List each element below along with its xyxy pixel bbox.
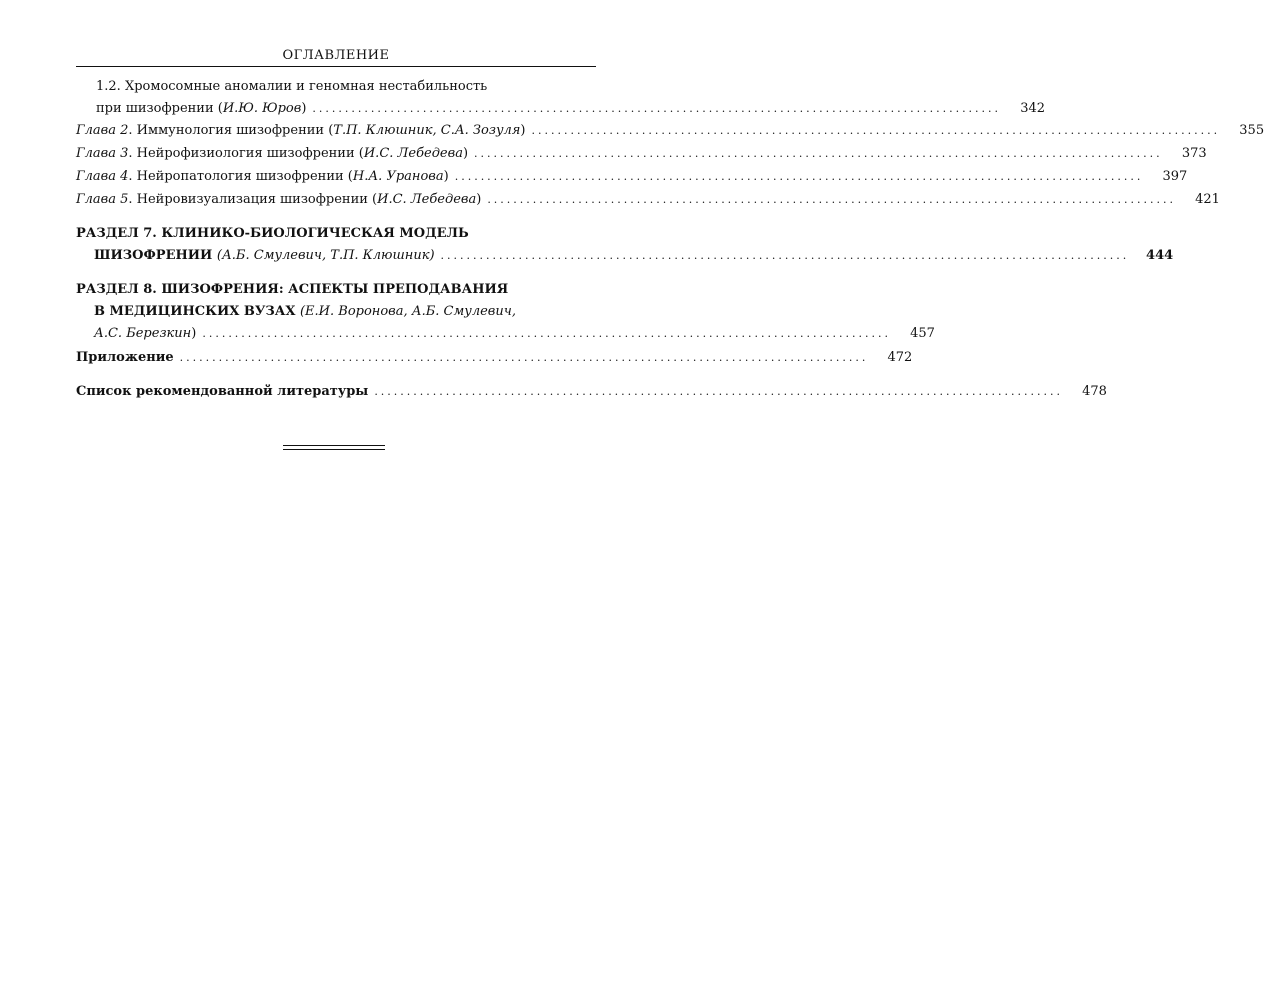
toc-section-7[interactable] [76, 223, 1174, 267]
toc-chapter-prefix: Глава 5 [76, 192, 129, 207]
toc-page-number: 444 [1146, 248, 1174, 263]
toc-entry-title: Приложение [76, 350, 174, 365]
toc-entry-author: Н.А. Уранова [352, 169, 444, 184]
toc-entry-chapter-3[interactable] [76, 143, 1207, 165]
toc-entry-title: . Нейропатология шизофрении ( [128, 169, 353, 184]
header-rule [76, 66, 596, 67]
toc-page-number: 478 [1082, 384, 1107, 399]
end-double-rule [283, 445, 385, 450]
dot-leader: .......................................................................................................... [531, 124, 1221, 137]
dot-leader: .......................................................................................................... [454, 170, 1144, 183]
toc-entry-appendix[interactable] [76, 347, 913, 369]
dot-leader: .......................................................................................................... [202, 327, 891, 340]
toc-entry-title-cont: при шизофрении ( [96, 101, 223, 116]
dot-leader: .......................................................................................................... [374, 385, 1063, 398]
toc-page-number: 342 [1020, 101, 1046, 116]
toc-page-number: 472 [887, 350, 913, 365]
toc-section-8[interactable] [76, 279, 935, 345]
dot-leader: .......................................................................................................... [487, 193, 1176, 206]
toc-entry-close: ) [476, 192, 482, 207]
toc-page-number: 355 [1239, 123, 1264, 138]
toc-entry-author: И.С. Лебедева [377, 192, 477, 207]
toc-entry-1-2[interactable] [76, 76, 1046, 120]
toc-chapter-prefix: Глава 3 [76, 146, 129, 161]
toc-entry-close: ) [462, 146, 469, 161]
toc-entry-close: ) [191, 326, 197, 341]
toc-page-number: 397 [1162, 169, 1188, 184]
toc-entry-chapter-2[interactable] [76, 120, 1264, 142]
toc-entry-author: Т.П. Клюшник, С.А. Зозуля [333, 123, 521, 138]
dot-leader: .......................................................................................................... [179, 351, 869, 364]
page-header-title: ОГЛАВЛЕНИЕ [282, 48, 390, 63]
toc-entry-author-cont: А.С. Березкин [94, 326, 192, 341]
toc-entry-close: ) [301, 101, 307, 116]
toc-entry-title: 1.2. Хромосомные аномалии и геномная нестабильность [96, 79, 488, 94]
toc-entry-references[interactable] [76, 381, 1107, 403]
toc-section-title: РАЗДЕЛ 8. ШИЗОФРЕНИЯ: АСПЕКТЫ ПРЕПОДАВАНИЯ [76, 282, 509, 297]
toc-entry-chapter-5[interactable] [76, 189, 1220, 211]
dot-leader: .......................................................................................................... [474, 147, 1163, 160]
toc-page-number: 457 [910, 326, 935, 341]
toc-entry-title: . Иммунология шизофрении ( [128, 123, 334, 138]
dot-leader: .......................................................................................................... [312, 102, 1002, 115]
toc-entry-title: . Нейрофизиология шизофрении ( [128, 146, 364, 161]
toc-section-title-cont: ШИЗОФРЕНИИ [94, 248, 213, 263]
toc-entry-author: (А.Б. Смулевич, Т.П. Клюшник) [216, 248, 435, 263]
toc-section-title-cont: В МЕДИЦИНСКИХ ВУЗАХ [94, 304, 296, 319]
toc-entry-close: ) [520, 123, 526, 138]
toc-entry-author: (Е.И. Воронова, А.Б. Смулевич, [299, 304, 516, 319]
dot-leader: .......................................................................................................... [440, 249, 1130, 262]
toc-chapter-prefix: Глава 2 [76, 123, 129, 138]
toc-entry-title: Список рекомендованной литературы [76, 384, 369, 399]
toc-page-number: 373 [1181, 146, 1207, 161]
toc-entry-title: . Нейровизуализация шизофрении ( [128, 192, 378, 207]
toc-page-number: 421 [1195, 192, 1220, 207]
toc-entry-author: И.С. Лебедева [363, 146, 463, 161]
toc-entry-author: И.Ю. Юров [222, 101, 302, 116]
toc-section-title: РАЗДЕЛ 7. КЛИНИКО-БИОЛОГИЧЕСКАЯ МОДЕЛЬ [76, 226, 469, 241]
toc-chapter-prefix: Глава 4 [76, 169, 129, 184]
toc-entry-chapter-4[interactable] [76, 166, 1188, 188]
toc-entry-close: ) [443, 169, 449, 184]
